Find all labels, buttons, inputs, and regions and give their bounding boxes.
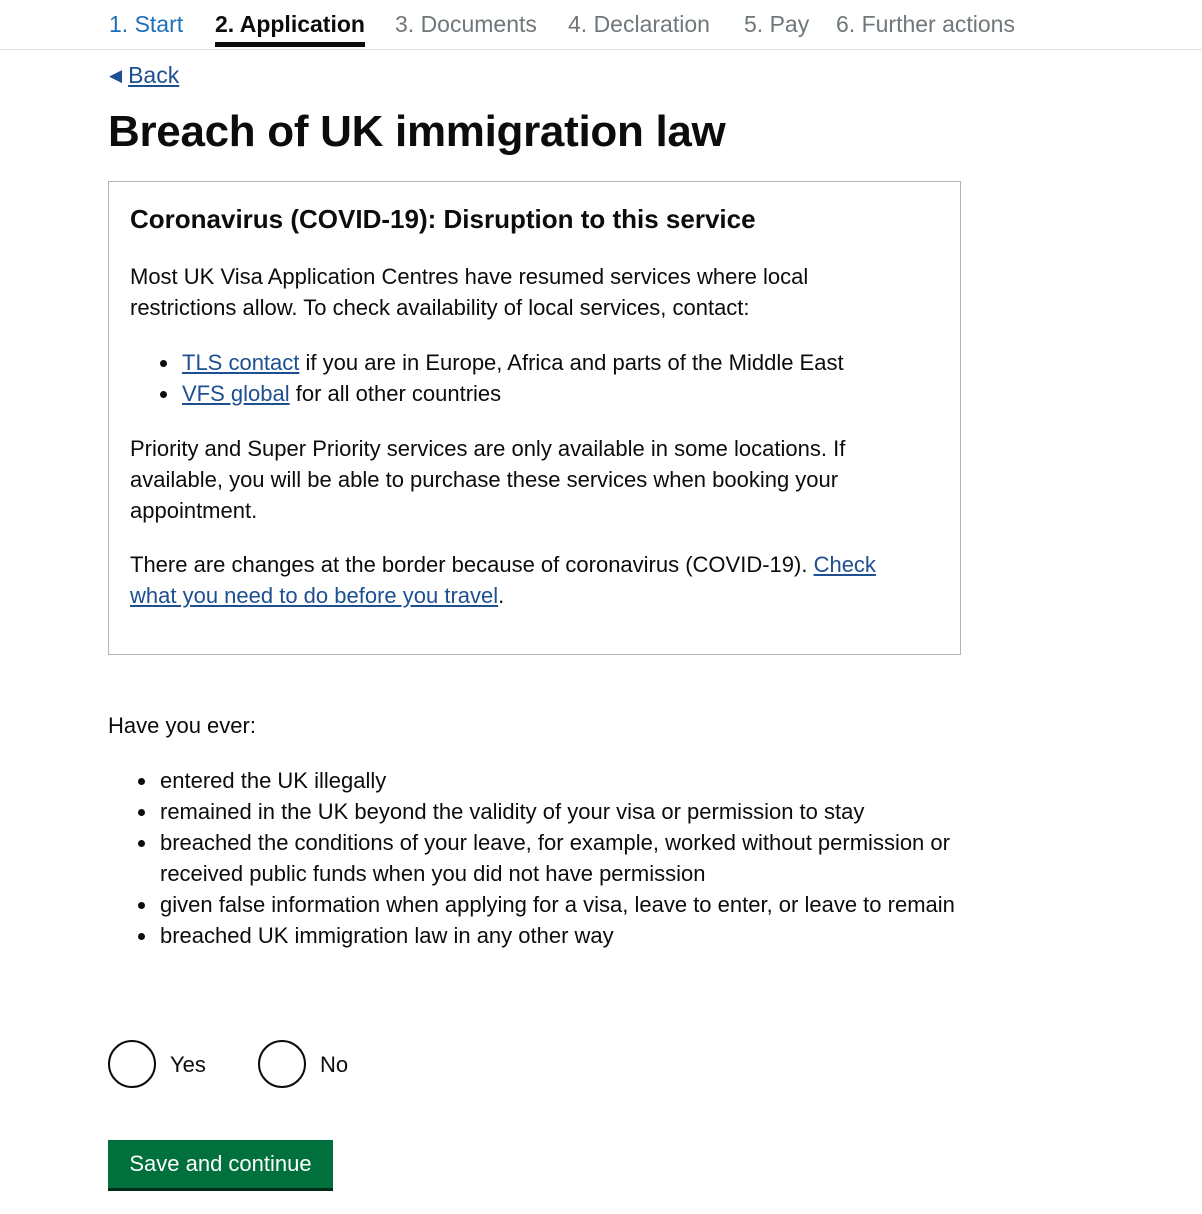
page-title: Breach of UK immigration law — [108, 107, 726, 156]
step-declaration: 4. Declaration — [568, 11, 710, 37]
notice-priority-text — [130, 433, 940, 526]
save-and-continue-button[interactable]: Save and continue — [108, 1140, 333, 1188]
list-item: • breached UK immigration law in any other way — [158, 920, 998, 951]
border-text-end: . — [498, 583, 505, 608]
notice-heading: Coronavirus (COVID-19): Disruption to this service — [130, 204, 756, 234]
back-link[interactable] — [109, 60, 179, 91]
radio-yes-label[interactable]: Yes — [170, 1052, 206, 1077]
notice-contact-list — [152, 347, 960, 409]
list-item — [180, 347, 960, 378]
step-start[interactable]: 1. Start — [109, 11, 184, 37]
breach-list — [130, 765, 998, 951]
priority-line-3: appointment. — [130, 498, 258, 523]
notice-intro-line-1: Most UK Visa Application Centres have resumed services where local — [130, 264, 809, 289]
radio-no-circle[interactable] — [258, 1040, 306, 1088]
radio-yes-circle[interactable] — [108, 1040, 156, 1088]
list-item: • entered the UK illegally — [158, 765, 998, 796]
priority-line-1: Priority and Super Priority services are only available in some locations. If — [130, 436, 846, 461]
list-item: • breached the conditions of your leave, for example, worked without permission or received public funds when you did not have permission — [158, 827, 998, 889]
list-item: • remained in the UK beyond the validity of your visa or permission to stay — [158, 796, 998, 827]
list-item — [180, 378, 960, 409]
travel-link-line-2: what you need to do before you travel — [130, 583, 499, 608]
border-text: There are changes at the border because of coronavirus (COVID-19). — [130, 552, 814, 577]
progress-steps — [0, 0, 1202, 50]
step-documents: 3. Documents — [395, 11, 537, 37]
back-arrow-icon: ◀ — [109, 66, 123, 85]
priority-line-2: available, you will be able to purchase these services when booking your — [130, 467, 839, 492]
back-link-label: Back — [128, 62, 180, 88]
travel-link-line-1: Check — [813, 552, 876, 577]
step-further-actions: 6. Further actions — [836, 11, 1015, 37]
question-intro: Have you ever: — [108, 713, 256, 738]
step-application: 2. Application — [215, 11, 365, 37]
notice-intro-line-2: restrictions allow. To check availability of local services, contact: — [130, 295, 750, 320]
notice-intro — [130, 261, 940, 323]
list-item-text: if you are in Europe, Africa and parts of the Middle East — [299, 350, 844, 375]
notice-border-text — [130, 549, 940, 611]
vfs-global-link[interactable]: VFS global — [182, 381, 290, 406]
tls-contact-link[interactable]: TLS contact — [182, 350, 300, 375]
radio-no-label[interactable]: No — [320, 1052, 349, 1077]
list-item-text: for all other countries — [289, 381, 502, 406]
list-item: • given false information when applying for a visa, leave to enter, or leave to remain — [158, 889, 998, 920]
covid-notice-panel — [108, 181, 961, 655]
step-pay: 5. Pay — [744, 11, 810, 37]
